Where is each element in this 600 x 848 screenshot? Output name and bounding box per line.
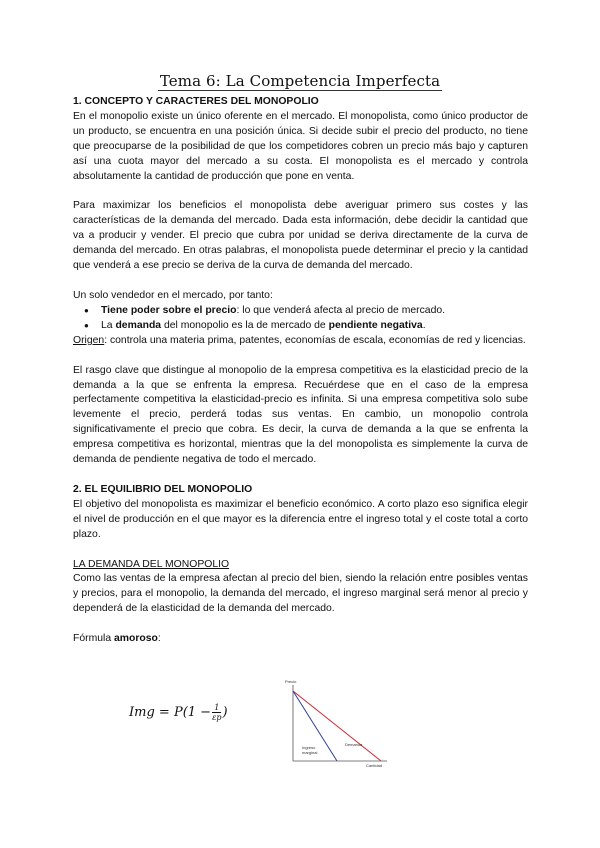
- origen-paragraph: Origen: controla una materia prima, patentes, economías de escala, economías de red y licencias.: [73, 334, 526, 346]
- paragraph: El objetivo del monopolista es maximizar el beneficio económico. A corto plazo eso significa elegir el nivel de producción en el que mayor es la diferencia entre el ingreso total y el coste total a corto plazo.: [73, 498, 528, 540]
- demand-marginal-revenue-diagram: [283, 677, 395, 769]
- y-axis-label: Precio: [285, 679, 297, 684]
- marginal-revenue-label-line2: marginal: [302, 750, 318, 755]
- paragraph: Para maximizar los beneficios el monopolista debe averiguar primero sus costes y las características de la demanda del mercado. Dada esta información, debe decidir la cantidad que va a producir y vender. El precio que cubra por unidad se deriva directamente de la curva de demanda del mercado. En otras palabras, el monopolista puede determinar el precio y la cantidad que venderá a ese precio se deriva de la curva de demanda del mercado.: [73, 200, 528, 272]
- document-body: [73, 95, 528, 647]
- list-item: ● Tiene poder sobre el precio: lo que venderá afecta al precio de mercado.: [101, 304, 528, 319]
- subsection-heading: LA DEMANDA DEL MONOPOLIO: [73, 558, 230, 570]
- origen-label: Origen: [73, 334, 105, 346]
- section-2-heading: 2. EL EQUILIBRIO DEL MONOPOLIO: [73, 483, 253, 495]
- demand-label: Demanda: [345, 742, 363, 747]
- paragraph: Como las ventas de la empresa afectan al precio del bien, siendo la relación entre posibles ventas y precios, para el monopolio, la demanda del mercado, el ingreso marginal será menor al precio y dependerá de la elasticidad de la demanda del mercado.: [73, 573, 528, 615]
- paragraph: El rasgo clave que distingue al monopolio de la empresa competitiva es la elasticidad precio de la demanda a la que se enfrenta la empresa. Recuérdese que en el caso de la empresa perfectamente competitiva la elasticidad-precio es infinita. Si una empresa competitiva solo sube levemente el precio, perderá todas sus ventas. En cambio, un monopolio controla significativamente el precio que cobra. Es decir, la curva de demanda a la que se enfrenta la empresa competitiva es horizontal, mientras que la del monopolista es simplemente la curva de demanda de pendiente negativa de todo el mercado.: [73, 364, 528, 466]
- marginal-revenue-label-line1: Ingreso: [302, 745, 316, 750]
- paragraph: Un solo vendedor en el mercado, por tanto:: [73, 289, 273, 301]
- document-title: Tema 6: La Competencia Imperfecta: [159, 72, 441, 90]
- amoroso-formula: Img = P(1 − $\frac{1}{\varepsilon p}$ ): [129, 703, 228, 722]
- section-1-heading: 1. CONCEPTO Y CARACTERES DEL MONOPOLIO: [73, 96, 319, 107]
- bullet-list: [73, 304, 528, 334]
- formula-label: Fórmula amoroso:: [73, 633, 161, 645]
- list-item: ● La demanda del monopolio es la de mercado de pendiente negativa.: [101, 319, 528, 334]
- formula-area: [73, 665, 528, 775]
- x-axis-label: Cantidad: [366, 763, 383, 768]
- paragraph: En el monopolio existe un único oferente en el mercado. El monopolista, como único productor de un producto, se encuentra en una posición única. Si decide subir el precio del producto, no tiene que preocuparse de la posibilidad de que los competidores cobren un precio más bajo y capturen así una cuota mayor del mercado a su costa. El monopolista es el mercado y controla absolutamente la cantidad de producción que pone en venta.: [73, 110, 528, 182]
